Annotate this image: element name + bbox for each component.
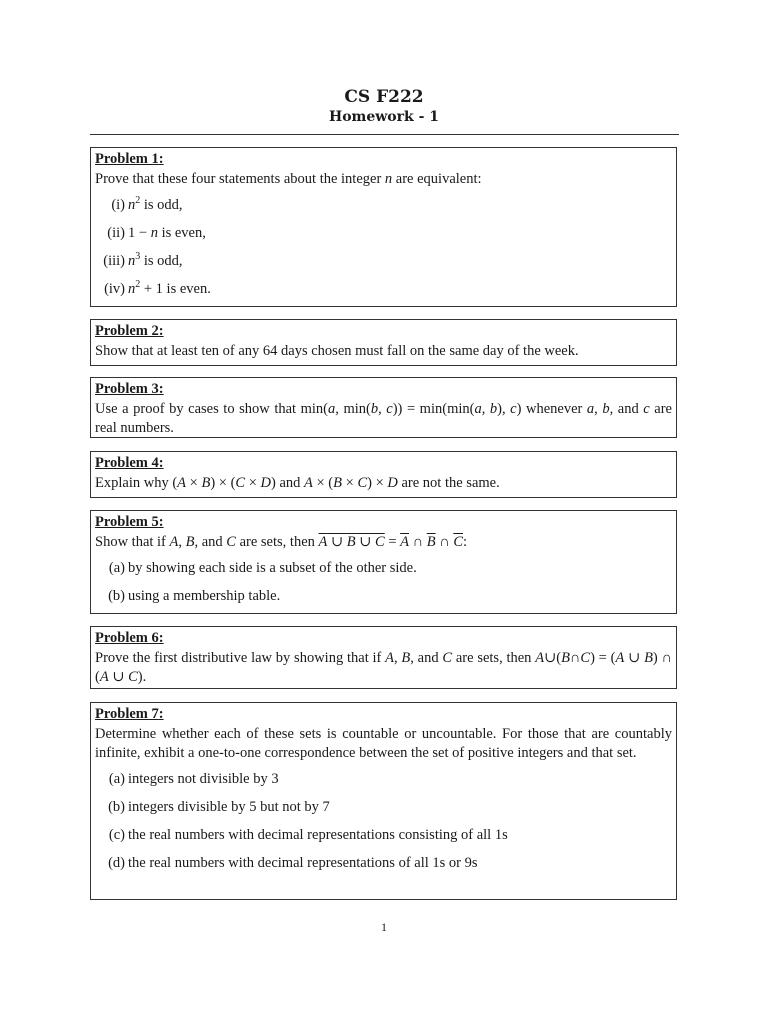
problem-6-heading: Problem 6: (95, 630, 164, 646)
problem-1-items (95, 195, 672, 307)
problem-5-items (95, 558, 672, 614)
problem-7-heading: Problem 7: (95, 706, 164, 722)
problem-5-heading: Problem 5: (95, 514, 164, 530)
problem-2-text: Show that at least ten of any 64 days chosen must fall on the same day of the week. (95, 343, 579, 359)
problem-3-text: Use a proof by cases to show that min(a, min(b, c)) = min(min(a, b), c) whenever a, b, and c are real numbers. (95, 401, 672, 436)
problem-3-box (90, 377, 677, 438)
list-item: (b) integers divisible by 5 but not by 7 (108, 799, 330, 815)
list-item: (a) by showing each side is a subset of the other side. (108, 560, 417, 576)
problem-1-text: Prove that these four statements about the integer n are equivalent: (95, 171, 482, 187)
list-item: (iii) $n^3$ is odd, (103, 251, 183, 269)
problem-2-heading: Problem 2: (95, 323, 164, 339)
list-item: (iv) $n^2 + 1$ is even. (104, 279, 211, 297)
problem-4-heading: Problem 4: (95, 455, 164, 471)
problem-3-heading: Problem 3: (95, 381, 164, 397)
problem-5-box (90, 510, 677, 614)
header-rule (90, 134, 679, 135)
list-item: (c) the real numbers with decimal representations consisting of all 1s (108, 827, 508, 843)
problem-6-box (90, 626, 677, 689)
list-item: (b) using a membership table. (108, 588, 281, 604)
problem-7-text: Determine whether each of these sets is countable or uncountable. For those that are countably infinite, exhibit a one-to-one correspondence between the set of positive integers and that set. (95, 726, 672, 761)
problem-2-box (90, 319, 677, 366)
problem-6-text: Prove the first distributive law by showing that if A, B, and C are sets, then A∪(B∩C) = (A ∪ B) ∩ (A ∪ C). (95, 650, 673, 685)
homework-subtitle: Homework - 1 (328, 109, 440, 125)
page-number: 1 (381, 920, 387, 934)
list-item: (d) the real numbers with decimal representations of all 1s or 9s (108, 855, 478, 871)
list-item: (a) integers not divisible by 3 (108, 771, 279, 787)
problem-4-text: Explain why (A × B) × (C × D) and A × (B × C) × D are not the same. (95, 475, 500, 491)
list-item: (ii) 1 − n is even, (107, 225, 206, 241)
course-title: CS F222 (344, 87, 424, 107)
problem-7-box (90, 702, 677, 900)
problem-7-items (95, 769, 672, 881)
problem-1-heading: Problem 1: (95, 151, 164, 167)
problem-1-box (90, 147, 677, 307)
problem-4-box (90, 451, 677, 498)
problem-5-text: Show that if A, B, and C are sets, then A ∪ B ∪ $C = \overline{A}$ ∩ $\overline{B}$ ∩ $\overline{C}$: (95, 534, 468, 550)
list-item: (i) $n^2$ is odd, (111, 195, 183, 213)
